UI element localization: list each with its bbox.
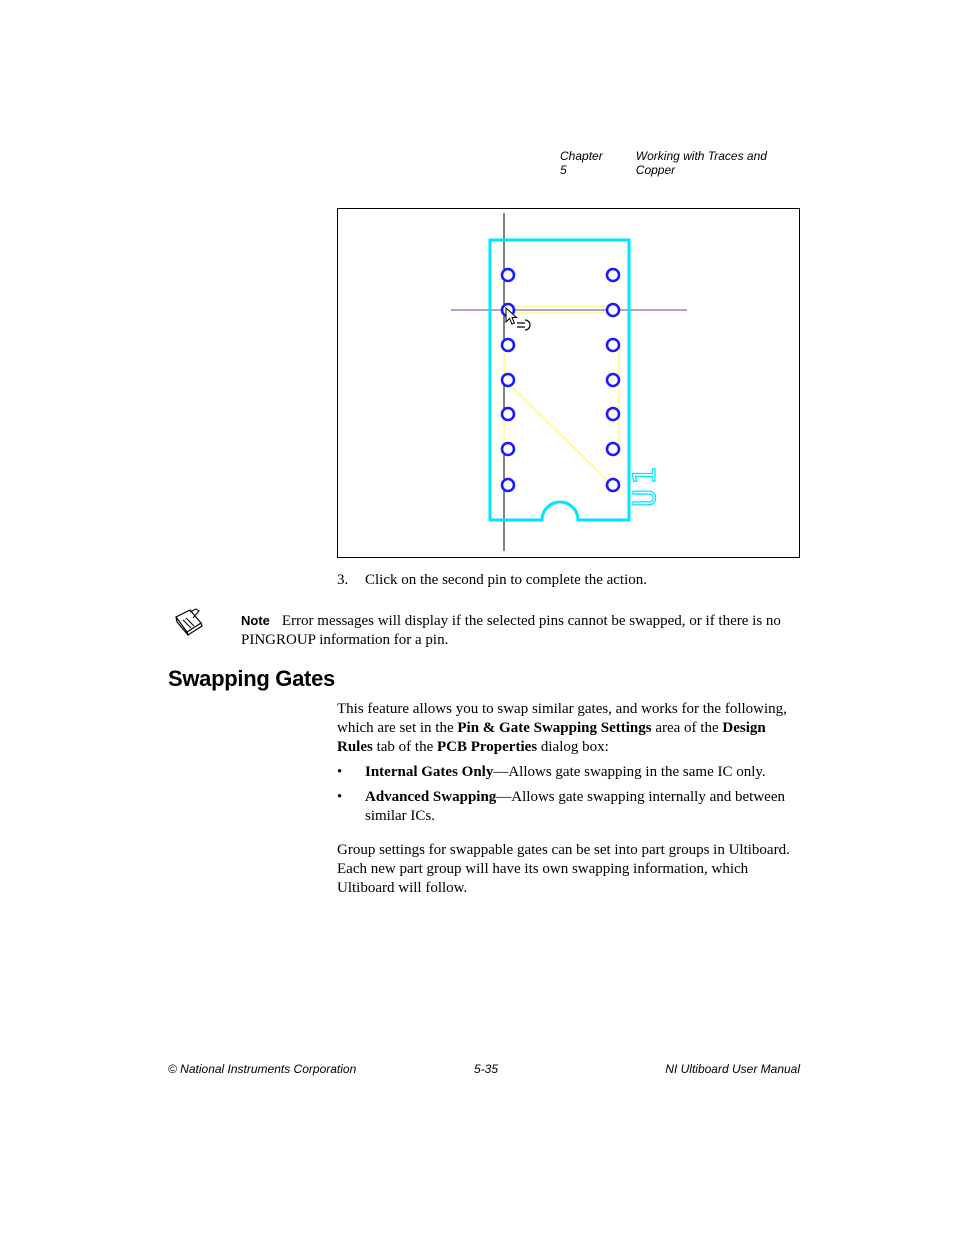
pin [607,408,619,420]
pin [607,339,619,351]
group-paragraph: Group settings for swappable gates can be set into part groups in Ultiboard. Each new part group will have its own swapping information, which Ultiboard will follow. [337,842,790,896]
pin [607,443,619,455]
intro-bold-tab: Design Rules [337,720,766,755]
procedure-step [337,571,800,589]
pcb-component-drawing [338,209,799,557]
bullet-description: —Allows gate swapping internally and between similar ICs. [365,789,785,824]
bullet-description: —Allows gate swapping in the same IC only. [493,764,766,780]
pin-swap-figure [337,208,800,558]
note-icon [174,608,204,636]
note-callout [241,611,801,650]
intro-text-4: dialog box: [537,739,609,755]
pin [502,269,514,281]
bullet-term: Advanced Swapping [365,789,497,805]
intro-bold-dialog: PCB Properties [437,739,538,755]
intro-bold-setting-area: Pin & Gate Swapping Settings [457,720,652,736]
swap-cursor-icon [506,308,530,330]
note-text: Error messages will display if the selected pins cannot be swapped, or if there is no PINGROUP information for a pin. [241,613,781,648]
footer-copyright: © National Instruments Corporation [168,1062,357,1076]
chapter-number: Chapter 5 [560,149,603,177]
pin [502,408,514,420]
footer-manual-title: NI Ultiboard User Manual [665,1062,800,1076]
chapter-title: Working with Traces and Copper [635,149,767,177]
bullet-list [337,763,801,832]
pin [502,443,514,455]
pin [502,479,514,491]
pin [607,374,619,386]
section-heading: Swapping Gates [168,666,335,691]
pin [502,339,514,351]
intro-text-2: area of the [651,720,723,736]
ratsnest-traces [504,306,619,482]
list-item [337,763,801,782]
footer-page-number: 5-35 [474,1062,499,1076]
trace [512,387,609,482]
bullet-marker: • [337,764,343,780]
pin [607,304,619,316]
bullet-term: Internal Gates Only [365,764,494,780]
right-pins [607,269,619,491]
list-item [337,788,801,826]
pin [607,269,619,281]
pin [607,479,619,491]
pin [502,374,514,386]
intro-text-3: tab of the [372,739,437,755]
running-header [560,149,800,177]
component-label: U1 [628,462,663,507]
intro-text-1: This feature allows you to swap similar gates, and works for the following, which are set in the [337,701,787,736]
intro-paragraph [337,700,801,757]
step-number: 3. [337,572,349,588]
note-label: Note [241,613,270,628]
bullet-marker: • [337,789,343,805]
step-text: Click on the second pin to complete the action. [365,572,648,588]
